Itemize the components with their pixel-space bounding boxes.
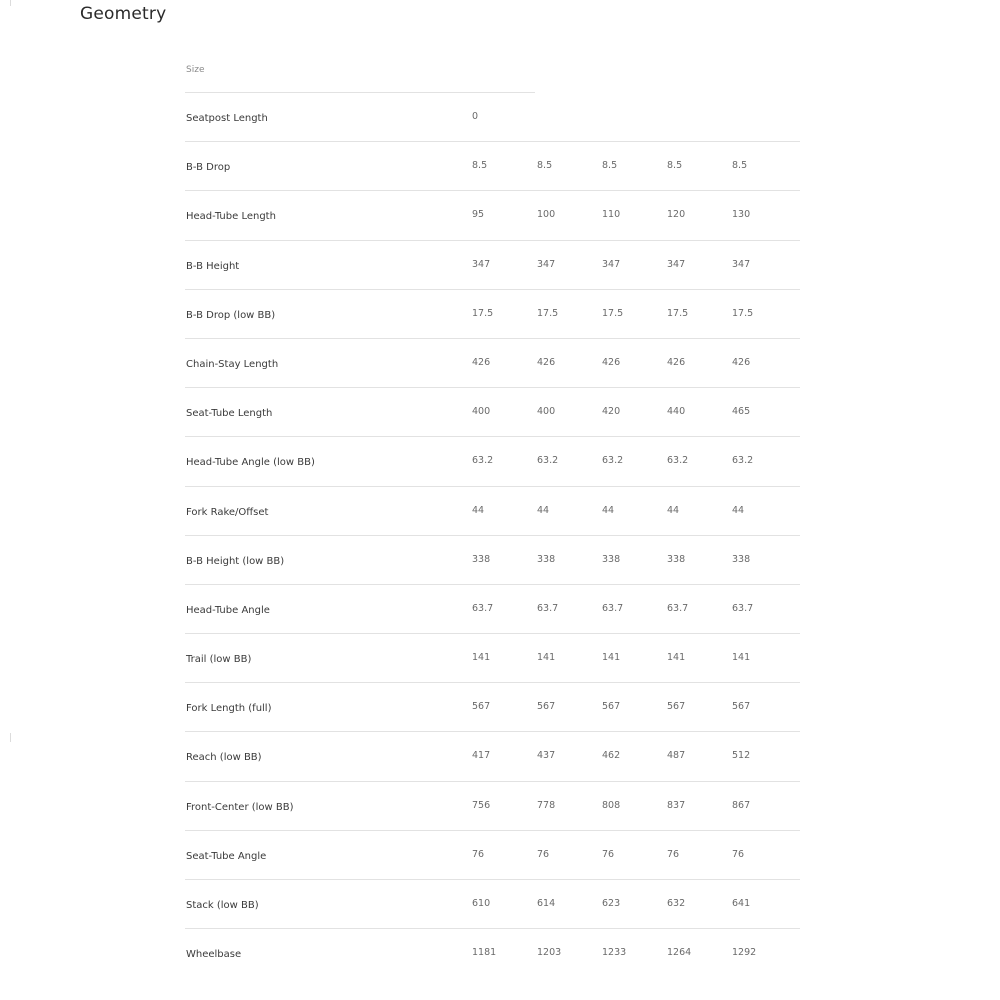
table-row xyxy=(185,634,800,683)
size-header-label: Size xyxy=(186,65,205,75)
table-cell: 1181 xyxy=(472,947,497,959)
table-row xyxy=(185,142,800,191)
table-cell: 76 xyxy=(537,848,550,860)
row-label: Chain-Stay Length xyxy=(186,358,279,370)
table-cell: 756 xyxy=(472,799,491,811)
row-label: Head-Tube Angle (low BB) xyxy=(186,457,315,469)
table-row xyxy=(185,585,800,634)
table-cell: 44 xyxy=(667,504,680,516)
table-cell: 426 xyxy=(602,356,621,368)
table-cell: 567 xyxy=(602,701,621,713)
row-label: Trail (low BB) xyxy=(186,654,252,666)
table-cell: 44 xyxy=(732,504,745,516)
table-cell: 426 xyxy=(732,356,751,368)
table-cell: 8.5 xyxy=(732,160,748,172)
table-cell: 837 xyxy=(667,799,686,811)
table-cell: 95 xyxy=(472,209,485,221)
table-row xyxy=(185,93,800,142)
row-label: B-B Height (low BB) xyxy=(186,555,285,567)
table-cell: 17.5 xyxy=(537,307,559,319)
table-cell: 17.5 xyxy=(602,307,624,319)
row-label: Fork Rake/Offset xyxy=(186,506,269,518)
table-cell: 76 xyxy=(667,848,680,860)
table-cell: 141 xyxy=(602,652,621,664)
table-cell: 8.5 xyxy=(602,160,618,172)
table-cell: 426 xyxy=(472,356,491,368)
table-row xyxy=(185,191,800,240)
table-cell: 400 xyxy=(537,406,556,418)
table-cell: 63.7 xyxy=(667,602,689,614)
table-cell: 63.7 xyxy=(602,602,624,614)
table-cell: 400 xyxy=(472,406,491,418)
table-cell: 623 xyxy=(602,898,621,909)
table-cell: 867 xyxy=(732,799,751,811)
table-cell: 567 xyxy=(537,701,556,713)
table-cell: 130 xyxy=(732,209,751,221)
row-label: Stack (low BB) xyxy=(186,900,259,911)
table-cell: 347 xyxy=(537,258,556,270)
table-cell: 338 xyxy=(472,553,491,565)
table-cell: 63.2 xyxy=(667,455,689,467)
table-cell: 0 xyxy=(472,111,479,122)
table-cell: 417 xyxy=(472,750,491,762)
table-row xyxy=(185,487,800,536)
table-row xyxy=(185,929,800,977)
table-cell: 63.7 xyxy=(472,602,494,614)
page-title: Geometry xyxy=(80,4,167,24)
row-label: Reach (low BB) xyxy=(186,752,262,764)
row-label: Head-Tube Angle xyxy=(186,604,270,616)
table-cell: 141 xyxy=(472,652,491,664)
table-cell: 347 xyxy=(472,258,491,270)
table-cell: 1292 xyxy=(732,947,757,959)
table-row xyxy=(185,683,800,732)
table-row xyxy=(185,388,800,437)
table-cell: 487 xyxy=(667,750,686,762)
row-label: Seatpost Length xyxy=(186,113,268,124)
table-cell: 63.2 xyxy=(602,455,624,467)
table-cell: 338 xyxy=(602,553,621,565)
table-cell: 1233 xyxy=(602,947,627,959)
table-row xyxy=(185,880,800,929)
row-label: Seat-Tube Angle xyxy=(186,850,267,862)
table-cell: 610 xyxy=(472,898,491,909)
table-cell: 512 xyxy=(732,750,751,762)
table-cell: 44 xyxy=(472,504,485,516)
table-cell: 808 xyxy=(602,799,621,811)
table-cell: 76 xyxy=(472,848,485,860)
table-cell: 347 xyxy=(667,258,686,270)
table-cell: 100 xyxy=(537,209,556,221)
table-cell: 338 xyxy=(537,553,556,565)
table-cell: 465 xyxy=(732,406,751,418)
table-cell: 426 xyxy=(537,356,556,368)
table-cell: 440 xyxy=(667,406,686,418)
table-cell: 63.2 xyxy=(472,455,494,467)
table-cell: 347 xyxy=(602,258,621,270)
table-cell: 462 xyxy=(602,750,621,762)
table-cell: 1203 xyxy=(537,947,562,959)
table-row xyxy=(185,241,800,290)
row-label: Fork Length (full) xyxy=(186,703,272,715)
table-cell: 426 xyxy=(667,356,686,368)
table-row xyxy=(185,290,800,339)
table-cell: 641 xyxy=(732,898,751,909)
row-label: B-B Drop xyxy=(186,162,231,174)
table-cell: 76 xyxy=(732,848,745,860)
table-cell: 567 xyxy=(732,701,751,713)
row-label: Front-Center (low BB) xyxy=(186,801,294,813)
table-cell: 110 xyxy=(602,209,621,221)
table-cell: 76 xyxy=(602,848,615,860)
table-cell: 8.5 xyxy=(472,160,488,172)
table-cell: 567 xyxy=(472,701,491,713)
table-row xyxy=(185,732,800,781)
table-cell: 17.5 xyxy=(667,307,689,319)
table-cell: 63.7 xyxy=(537,602,559,614)
table-cell: 778 xyxy=(537,799,556,811)
page-edge-mark-bottom xyxy=(10,733,11,742)
table-cell: 347 xyxy=(732,258,751,270)
table-cell: 17.5 xyxy=(732,307,754,319)
table-cell: 8.5 xyxy=(667,160,683,172)
table-cell: 632 xyxy=(667,898,686,909)
table-header-row xyxy=(185,50,535,93)
geometry-table xyxy=(185,50,800,977)
row-label: Head-Tube Length xyxy=(186,211,276,223)
page-edge-mark-top xyxy=(10,0,11,6)
table-cell: 8.5 xyxy=(537,160,553,172)
row-label: B-B Height xyxy=(186,260,240,272)
table-row xyxy=(185,536,800,585)
table-cell: 17.5 xyxy=(472,307,494,319)
table-cell: 141 xyxy=(667,652,686,664)
table-cell: 63.2 xyxy=(732,455,754,467)
table-cell: 420 xyxy=(602,406,621,418)
table-cell: 141 xyxy=(732,652,751,664)
table-cell: 338 xyxy=(667,553,686,565)
row-label: Seat-Tube Length xyxy=(186,408,273,420)
table-cell: 141 xyxy=(537,652,556,664)
table-cell: 63.7 xyxy=(732,602,754,614)
table-row xyxy=(185,831,800,880)
table-rows xyxy=(185,93,800,977)
table-cell: 120 xyxy=(667,209,686,221)
table-cell: 614 xyxy=(537,898,556,909)
table-cell: 44 xyxy=(537,504,550,516)
table-cell: 437 xyxy=(537,750,556,762)
table-cell: 63.2 xyxy=(537,455,559,467)
table-cell: 338 xyxy=(732,553,751,565)
row-label: Wheelbase xyxy=(186,949,242,961)
table-row xyxy=(185,339,800,388)
table-cell: 44 xyxy=(602,504,615,516)
table-row xyxy=(185,782,800,831)
table-cell: 1264 xyxy=(667,947,692,959)
table-cell: 567 xyxy=(667,701,686,713)
row-label: B-B Drop (low BB) xyxy=(186,309,276,321)
table-row xyxy=(185,437,800,486)
